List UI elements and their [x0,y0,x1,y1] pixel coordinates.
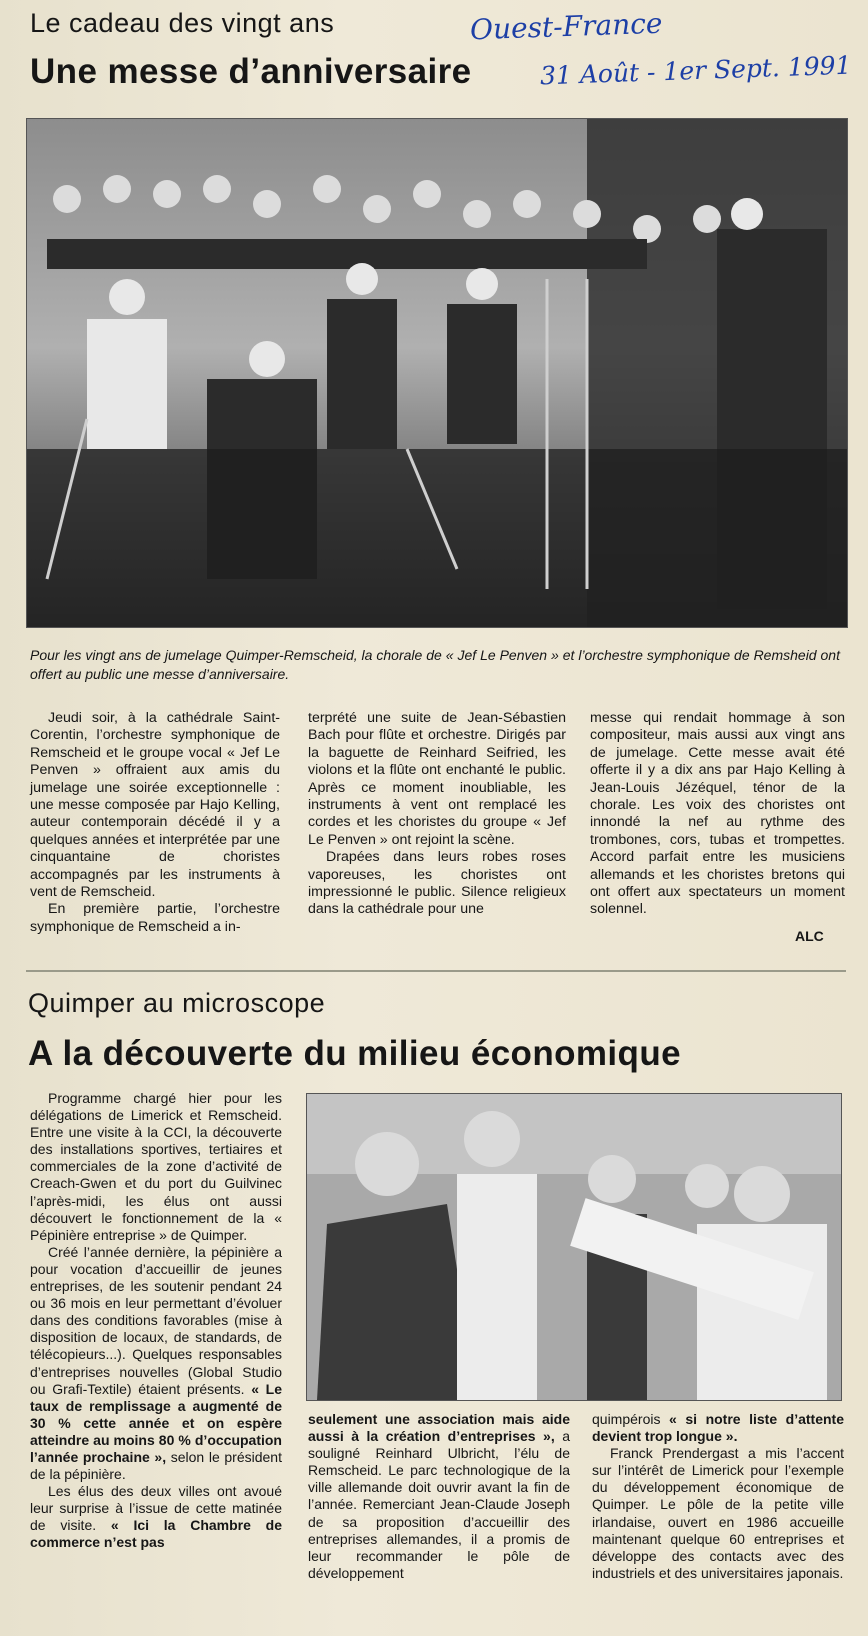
paragraph: quimpérois « si notre liste d’attente devient trop longue ». [592,1411,845,1445]
paragraph: terprété une suite de Jean-Sébastien Bach pour flûte et orchestre. Dirigés par la baguette de Reinhard Seifried, les violons et la flûte ont enchanté le public. Après ce moment inoubliable, les instruments à vent ont remplacé les cordes et les choristes du groupe « Jef Le Penven » ont rejoint la scène. [308,710,566,848]
paragraph: Programme chargé hier pour les délégations de Limerick et Remscheid. Entre une visite à la CCI, la découverte des installations sportives, tertiaires et commerciales de la zone d’activité de Creach-Gwen et du port du Guilvinec l’après-midi, les élus ont aussi découvert le fonctionnement de la « Pépinière entreprise » de Quimper. [30,1090,282,1243]
handwritten-date: 31 Août - 1er Sept. 1991 [539,50,852,91]
article1-headline: Une messe d’anniversaire [30,52,472,91]
paragraph: Drapées dans leurs robes roses vaporeuses, les choristes ont impressionné le public. Silence religieux dans la cathédrale pour une [308,849,566,918]
article1-kicker: Le cadeau des vingt ans [30,8,335,38]
article2-kicker: Quimper au microscope [28,988,326,1018]
handwritten-source: Ouest-France [469,6,663,47]
article2-column-1 [30,1090,282,1552]
article1-column-2 [308,710,566,919]
article2-column-3 [592,1411,844,1582]
paragraph: seulement une association mais aide aussi à la création d’entreprises », a souligné Reinhard Ulbricht, l’élu de Remscheid. Le parc technologique de la ville allemande doit ouvrir avant la fin de l’année. Remerciant Jean-Claude Joseph de sa proposition d’accueillir des entreprises allemandes, il a promis de leur recommander le pôle de développement [308,1411,570,1581]
article1-column-1 [30,710,280,936]
paragraph: Jeudi soir, à la cathédrale Saint-Corentin, l’orchestre symphonique de Remscheid et le groupe vocal « Jef Le Penven » offraient aux amis du jumelage une soirée exceptionnelle : une messe composée par Hajo Kelling, auteur contemporain décédé il y a quelques années et interprétée par une cinquantaine de choristes accompagnés par les instruments à vent de Remscheid. [30,710,280,901]
article-divider [26,970,846,972]
delegation-photo [306,1093,842,1401]
choir-orchestra-photo [26,118,848,628]
article2-column-2 [308,1411,570,1582]
article2-headline: A la découverte du milieu économique [28,1034,681,1073]
paragraph: En première partie, l’orchestre symphonique de Remscheid a in- [30,901,280,935]
paragraph: messe qui rendait hommage à son compositeur, mais aussi aux vingt ans de jumelage. Cette messe avait été offerte il y a dix ans par Hajo Kelling à Jean-Louis Jézéquel, ténor de la chorale. Les voix des choristes ont innondé la nef au rythme des trombones, cors, tubas et trompettes. Accord parfait entre les musiciens allemands et les choristes bretons qui ont offert aux spectateurs un moment solennel. [590,710,845,918]
paragraph: Créé l’année dernière, la pépinière a pour vocation d’accueillir de jeunes entreprises, de les soutenir pendant 24 ou 36 mois en leur permettant d’évoluer dans des conditions favorables (mise à disposition de locaux, de standards, de télécopieurs...). Quelques responsables d’entreprises nouvelles (Global Studio ou Grafi-Textile) étaient présents. « Le taux de remplissage a augmenté de 30 % cette année et on espère atteindre au moins 80 % d’occupation l’année prochaine », selon le président de la pépinière. [30,1243,282,1483]
article1-signature: ALC [795,928,824,944]
paragraph: Franck Prendergast a mis l’accent sur l’intérêt de Limerick pour l’exemple du développement économique de Quimper. Le pôle de la petite ville irlandaise, ouvert en 1986 accueille maintenant quelque 60 entreprises et développe des contacts avec des industriels et des universitaires japonais. [592,1445,844,1581]
article1-column-3 [590,710,845,919]
photo-caption: Pour les vingt ans de jumelage Quimper-Remscheid, la chorale de « Jef Le Penven » et l’orchestre symphonique de Remsheid ont offert au public une messe d’anniversaire. [30,647,840,682]
paragraph: Les élus des deux villes ont avoué leur surprise à l’issue de cette matinée de visite. « Ici la Chambre de commerce n’est pas [30,1483,282,1551]
